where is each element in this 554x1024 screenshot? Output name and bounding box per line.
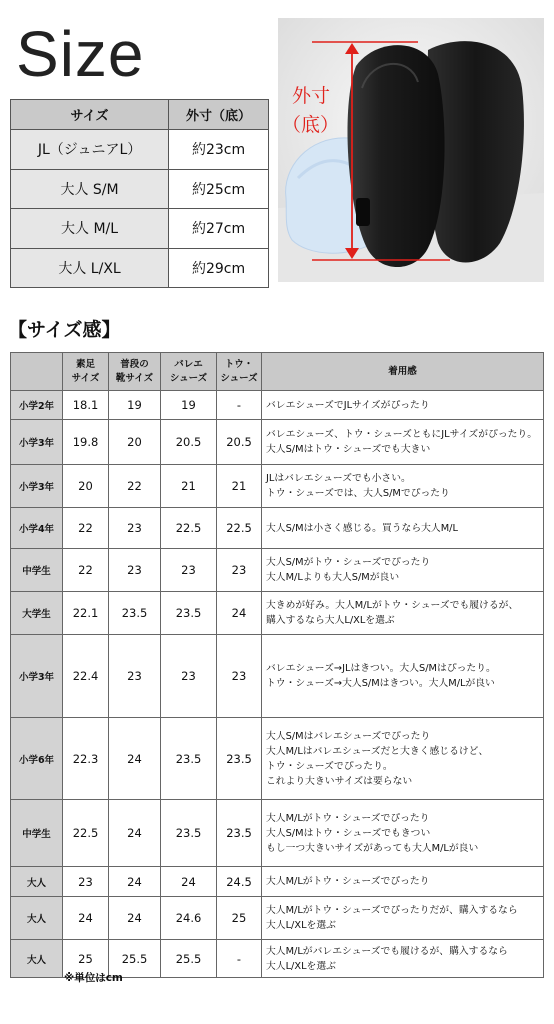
row-ballet-size: 19 xyxy=(161,391,217,420)
row-ballet-size: 23 xyxy=(161,635,217,718)
row-toe-size: 24.5 xyxy=(217,867,262,897)
row-foot-size: 19.8 xyxy=(63,420,109,465)
row-toe-size: 23.5 xyxy=(217,718,262,800)
row-foot-size: 23 xyxy=(63,867,109,897)
row-ballet-size: 23.5 xyxy=(161,592,217,635)
fit-header-ballet: バレエ シューズ xyxy=(161,353,217,391)
fit-header-foot: 素足 サイズ xyxy=(63,353,109,391)
row-comment: バレエシューズ→JLはきつい。大人S/Mはぴったり。 トウ・シューズ→大人S/Mはきつい。大人M/Lが良い xyxy=(262,635,544,718)
table-row xyxy=(11,718,544,800)
row-toe-size: 25 xyxy=(217,897,262,940)
row-ballet-size: 25.5 xyxy=(161,940,217,978)
size-table-header-dimension: 外寸（底） xyxy=(169,100,269,130)
row-toe-size: 21 xyxy=(217,465,262,508)
size-label: 大人 S/M xyxy=(11,169,169,209)
row-shoe-size: 23 xyxy=(109,508,161,549)
size-label: JL（ジュニアL） xyxy=(11,130,169,170)
row-group: 大人 xyxy=(11,867,63,897)
size-table-row xyxy=(11,248,269,288)
row-group: 小学3年 xyxy=(11,635,63,718)
table-row xyxy=(11,867,544,897)
size-value: 約23cm xyxy=(169,130,269,170)
row-shoe-size: 25.5 xyxy=(109,940,161,978)
row-foot-size: 20 xyxy=(63,465,109,508)
row-comment: バレエシューズ、トウ・シューズともにJLサイズがぴったり。 大人S/Mはトウ・シューズでも大きい xyxy=(262,420,544,465)
fit-header-toe: トウ・ シューズ xyxy=(217,353,262,391)
size-table-header-size: サイズ xyxy=(11,100,169,130)
size-value: 約27cm xyxy=(169,209,269,249)
row-ballet-size: 24.6 xyxy=(161,897,217,940)
table-row xyxy=(11,508,544,549)
size-table-header-row xyxy=(11,100,269,130)
fit-header-comment: 着用感 xyxy=(262,353,544,391)
row-comment: バレエシューズでJLサイズがぴったり xyxy=(262,391,544,420)
row-comment: 大人M/Lがトウ・シューズでぴったり 大人S/Mはトウ・シューズでもきつい もし一つ大きいサイズがあっても大人M/Lが良い xyxy=(262,800,544,867)
unit-footnote: ※単位はcm xyxy=(64,972,123,984)
row-shoe-size: 24 xyxy=(109,897,161,940)
fit-table-header-row xyxy=(11,353,544,391)
size-table-row xyxy=(11,169,269,209)
row-shoe-size: 24 xyxy=(109,718,161,800)
row-foot-size: 22.3 xyxy=(63,718,109,800)
fit-header-shoe: 普段の 靴サイズ xyxy=(109,353,161,391)
photo-label-dimension: 外寸 xyxy=(292,85,331,107)
row-comment: 大人M/Lがバレエシューズでも履けるが、購入するなら 大人L/XLを選ぶ xyxy=(262,940,544,978)
size-value: 約25cm xyxy=(169,169,269,209)
row-ballet-size: 23 xyxy=(161,549,217,592)
row-shoe-size: 23 xyxy=(109,549,161,592)
table-row xyxy=(11,549,544,592)
size-table xyxy=(10,99,269,288)
row-foot-size: 22.1 xyxy=(63,592,109,635)
fit-section-heading: 【サイズ感】 xyxy=(8,319,121,341)
row-foot-size: 18.1 xyxy=(63,391,109,420)
photo-label-bottom: （底） xyxy=(282,114,340,136)
row-foot-size: 24 xyxy=(63,897,109,940)
table-row xyxy=(11,800,544,867)
row-toe-size: - xyxy=(217,940,262,978)
size-value: 約29cm xyxy=(169,248,269,288)
row-shoe-size: 24 xyxy=(109,800,161,867)
table-row xyxy=(11,592,544,635)
row-comment: JLはバレエシューズでも小さい。 トウ・シューズでは、大人S/Mでぴったり xyxy=(262,465,544,508)
fit-header-group xyxy=(11,353,63,391)
row-ballet-size: 24 xyxy=(161,867,217,897)
row-comment: 大人S/Mはバレエシューズでぴったり 大人M/Lはバレエシューズだと大きく感じるけど、 トウ・シューズでぴったり。 これより大きいサイズは要らない xyxy=(262,718,544,800)
row-toe-size: 24 xyxy=(217,592,262,635)
row-comment: 大人M/Lがトウ・シューズでぴったりだが、購入するなら 大人L/XLを選ぶ xyxy=(262,897,544,940)
row-foot-size: 22.5 xyxy=(63,800,109,867)
table-row xyxy=(11,897,544,940)
row-group: 中学生 xyxy=(11,549,63,592)
row-toe-size: 23.5 xyxy=(217,800,262,867)
row-group: 小学2年 xyxy=(11,391,63,420)
row-comment: 大きめが好み。大人M/Lがトウ・シューズでも履けるが、 購入するなら大人L/XLを選ぶ xyxy=(262,592,544,635)
row-ballet-size: 23.5 xyxy=(161,718,217,800)
row-shoe-size: 23.5 xyxy=(109,592,161,635)
shoe-bag-illustration xyxy=(278,18,544,282)
row-comment: 大人M/Lがトウ・シューズでぴったり xyxy=(262,867,544,897)
product-photo xyxy=(278,18,544,282)
table-row xyxy=(11,465,544,508)
size-label: 大人 M/L xyxy=(11,209,169,249)
row-foot-size: 22 xyxy=(63,549,109,592)
row-ballet-size: 22.5 xyxy=(161,508,217,549)
row-group: 大人 xyxy=(11,897,63,940)
row-toe-size: 20.5 xyxy=(217,420,262,465)
row-foot-size: 22 xyxy=(63,508,109,549)
row-ballet-size: 23.5 xyxy=(161,800,217,867)
row-shoe-size: 20 xyxy=(109,420,161,465)
row-group: 小学3年 xyxy=(11,420,63,465)
size-table-row xyxy=(11,130,269,170)
row-comment: 大人S/Mがトウ・シューズでぴったり 大人M/Lよりも大人S/Mが良い xyxy=(262,549,544,592)
row-group: 小学6年 xyxy=(11,718,63,800)
row-foot-size: 25 xyxy=(63,940,109,978)
strap-clip xyxy=(356,198,370,226)
row-shoe-size: 23 xyxy=(109,635,161,718)
page-title: Size xyxy=(16,18,145,90)
row-toe-size: - xyxy=(217,391,262,420)
row-shoe-size: 22 xyxy=(109,465,161,508)
fit-table xyxy=(10,352,544,978)
row-ballet-size: 20.5 xyxy=(161,420,217,465)
row-toe-size: 23 xyxy=(217,635,262,718)
row-comment: 大人S/Mは小さく感じる。買うなら大人M/L xyxy=(262,508,544,549)
front-pad xyxy=(347,45,444,267)
size-label: 大人 L/XL xyxy=(11,248,169,288)
row-shoe-size: 24 xyxy=(109,867,161,897)
row-group: 大学生 xyxy=(11,592,63,635)
table-row xyxy=(11,391,544,420)
table-row xyxy=(11,420,544,465)
row-group: 中学生 xyxy=(11,800,63,867)
row-foot-size: 22.4 xyxy=(63,635,109,718)
table-row xyxy=(11,635,544,718)
row-shoe-size: 19 xyxy=(109,391,161,420)
row-toe-size: 23 xyxy=(217,549,262,592)
size-table-row xyxy=(11,209,269,249)
row-ballet-size: 21 xyxy=(161,465,217,508)
row-group: 小学3年 xyxy=(11,465,63,508)
row-toe-size: 22.5 xyxy=(217,508,262,549)
row-group: 大人 xyxy=(11,940,63,978)
row-group: 小学4年 xyxy=(11,508,63,549)
